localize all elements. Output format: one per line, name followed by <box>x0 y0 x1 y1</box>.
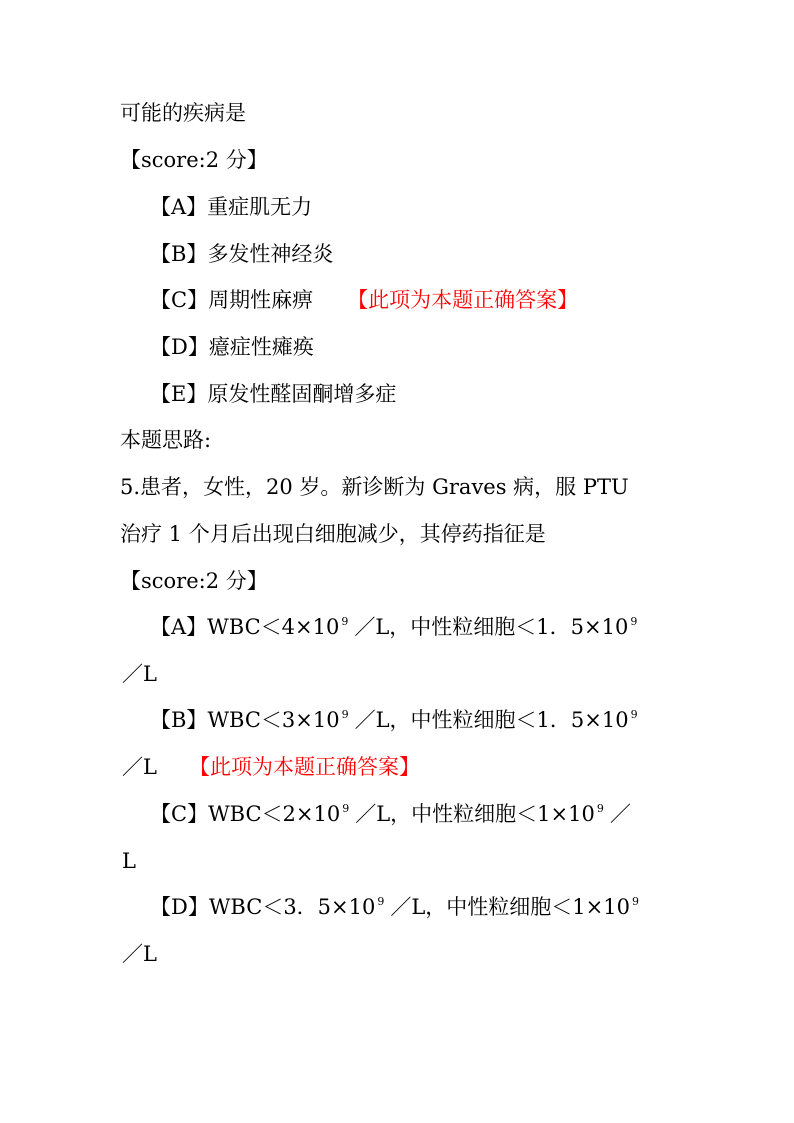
q4-option-a <box>150 192 312 222</box>
q4-stem-tail: 可能的疾病是 <box>120 101 246 125</box>
option-text-part2: ／L，中性粒细胞＜1×10 <box>355 802 595 826</box>
option-text-cont: ／L <box>122 755 157 779</box>
q5-option-d-continuation: ／L <box>122 942 157 966</box>
q4-score: 【score:2 分】 <box>120 148 268 172</box>
q4-option-b <box>150 239 333 269</box>
q4-option-c <box>150 285 578 315</box>
q5-score: 【score:2 分】 <box>120 569 268 593</box>
superscript: 9 <box>630 708 638 721</box>
superscript: 9 <box>377 895 385 908</box>
option-text-part2: ／L，中性粒细胞＜1×10 <box>390 895 630 919</box>
superscript: 9 <box>342 802 350 815</box>
option-text-part1: WBC＜4×10 <box>207 615 340 639</box>
option-text-part2: ／L，中性粒细胞＜1．5×10 <box>354 615 629 639</box>
q5-option-c <box>150 799 631 829</box>
q4-analysis-label: 本题思路: <box>120 428 212 452</box>
option-text-tail: ／ <box>609 802 631 826</box>
option-label: 【C】 <box>150 288 209 312</box>
option-label: 【B】 <box>150 708 208 732</box>
option-text-part1: WBC＜3．5×10 <box>208 895 376 919</box>
option-label: 【B】 <box>150 242 208 266</box>
superscript: 9 <box>631 895 639 908</box>
superscript: 9 <box>341 615 349 628</box>
correct-answer-mark: 【此项为本题正确答案】 <box>347 288 579 312</box>
option-label: 【D】 <box>150 895 209 919</box>
option-label: 【A】 <box>150 195 208 219</box>
option-text-part2: ／L，中性粒细胞＜1．5×10 <box>354 708 629 732</box>
option-label: 【A】 <box>150 615 208 639</box>
superscript: 9 <box>341 708 349 721</box>
option-text: 多发性神经炎 <box>207 242 334 266</box>
option-label: 【D】 <box>150 335 209 359</box>
option-text: 周期性麻痹 <box>208 288 314 312</box>
q5-stem-line2: 治疗 1 个月后出现白细胞减少，其停药指征是 <box>120 522 546 546</box>
option-label: 【C】 <box>150 802 209 826</box>
q5-option-d <box>150 892 645 922</box>
correct-answer-mark: 【此项为本题正确答案】 <box>188 755 420 779</box>
option-text-part1: WBC＜3×10 <box>207 708 340 732</box>
option-text: 原发性醛固酮增多症 <box>207 382 397 406</box>
q5-stem-line1: 5.患者，女性，20 岁。新诊断为 Graves 病，服 PTU <box>120 475 629 499</box>
option-text-part1: WBC＜2×10 <box>208 802 341 826</box>
q5-option-b <box>150 705 644 735</box>
superscript: 9 <box>630 615 638 628</box>
q5-option-a <box>150 612 643 642</box>
option-text: 癔症性瘫痪 <box>208 335 314 359</box>
superscript: 9 <box>596 802 604 815</box>
q5-option-c-continuation: L <box>122 849 136 873</box>
q5-option-b-continuation <box>122 752 420 782</box>
q4-option-e <box>150 379 396 409</box>
q5-option-a-continuation: ／L <box>122 662 157 686</box>
option-text: 重症肌无力 <box>207 195 313 219</box>
option-label: 【E】 <box>150 382 208 406</box>
q4-option-d <box>150 332 314 362</box>
